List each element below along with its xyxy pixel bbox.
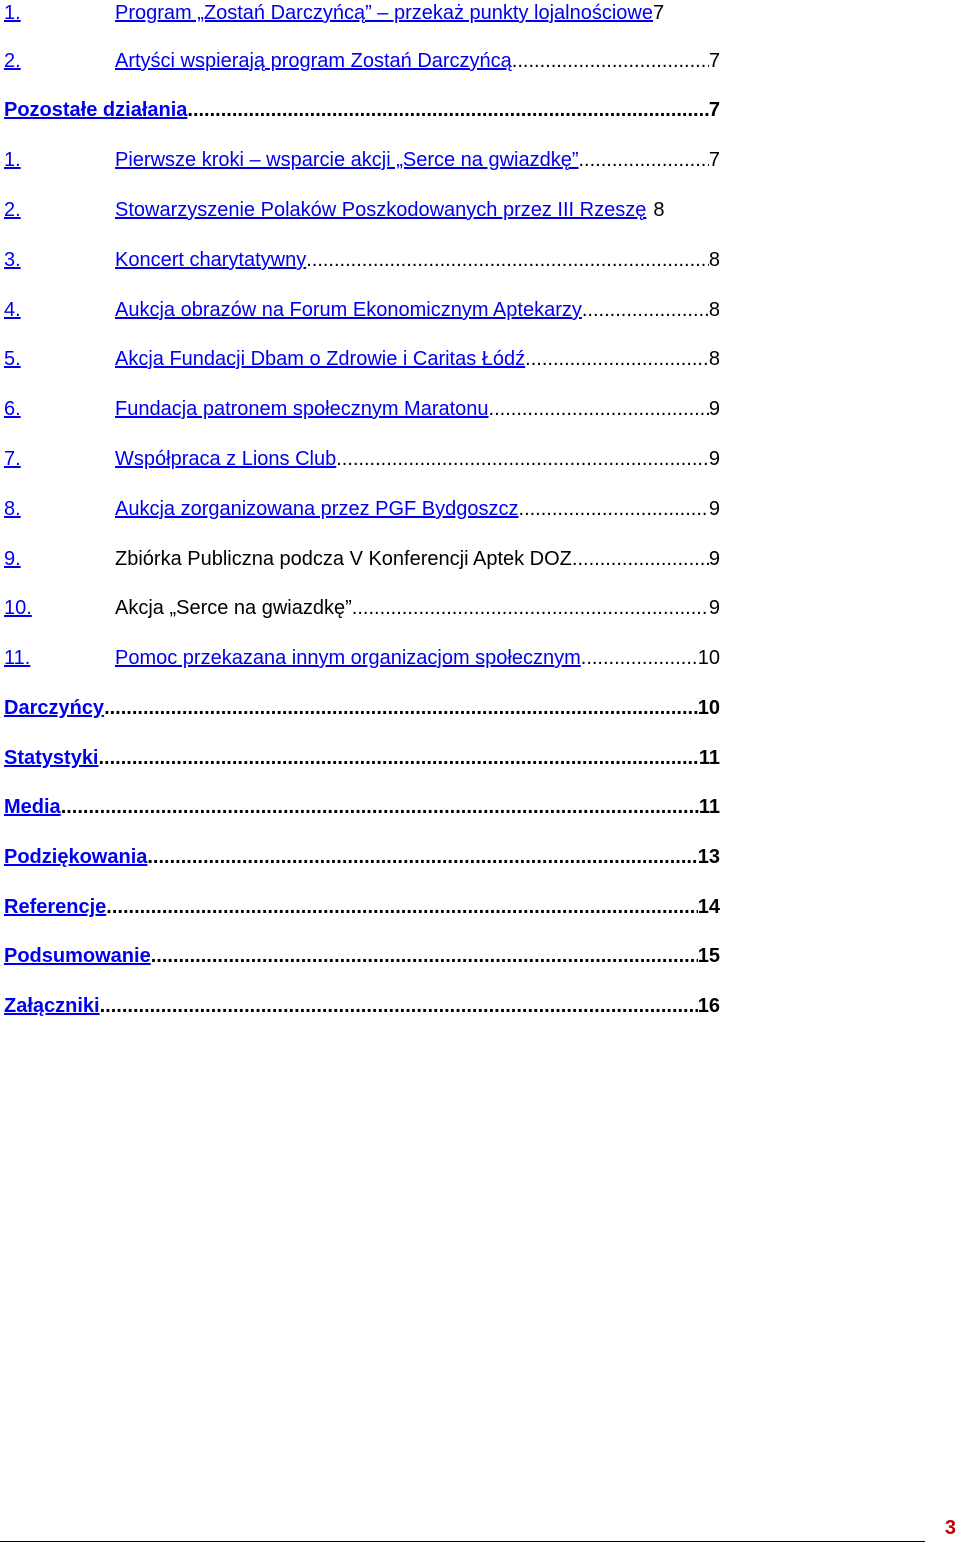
toc-leader	[581, 645, 698, 671]
toc-entry-title[interactable]: Artyści wspierają program Zostań Darczyńcą	[115, 50, 512, 72]
toc-entry[interactable]	[4, 496, 720, 522]
toc-leader	[489, 396, 709, 422]
toc-entry-page: 9	[708, 548, 720, 570]
toc-entry-title[interactable]: Akcja Fundacji Dbam o Zdrowie i Caritas Łódź	[115, 348, 526, 370]
toc-leader	[187, 97, 708, 123]
toc-section-page: 14	[697, 896, 720, 918]
toc-entry-title[interactable]: Fundacja patronem społecznym Maratonu	[115, 398, 489, 420]
toc-section[interactable]	[4, 844, 720, 870]
toc-entry-page: 9	[708, 448, 720, 470]
toc-entry-number[interactable]: 10.	[4, 597, 32, 619]
toc-leader	[519, 496, 709, 522]
toc-entry-number[interactable]: 4.	[4, 299, 21, 321]
toc-entry-title[interactable]: Stowarzyszenie Polaków Poszkodowanych przez III Rzeszę	[115, 199, 647, 221]
toc-section-page: 13	[697, 846, 720, 868]
toc-entry-page: 8	[708, 348, 720, 370]
toc-leader	[106, 894, 697, 920]
toc-section[interactable]	[4, 97, 720, 123]
toc-entry-title[interactable]: Pomoc przekazana innym organizacjom społecznym	[115, 647, 581, 669]
toc-section-page: 11	[698, 796, 720, 818]
toc-entry-page: 9	[708, 398, 720, 420]
toc-section[interactable]	[4, 794, 720, 820]
toc-leader	[579, 147, 709, 173]
toc-section-title[interactable]: Statystyki	[4, 747, 99, 769]
toc-entry-page: 8	[708, 299, 720, 321]
toc-section-page: 16	[697, 995, 720, 1017]
toc-entry-page: 7	[653, 2, 665, 24]
toc-entry-number[interactable]: 2.	[4, 199, 21, 221]
toc-section-title[interactable]: Darczyńcy	[4, 697, 105, 719]
toc-entry-title[interactable]: Akcja „Serce na gwiazdkę”	[115, 597, 352, 619]
toc-section[interactable]	[4, 943, 720, 969]
toc-entry-number[interactable]: 1.	[4, 2, 21, 24]
toc-entry[interactable]	[4, 595, 720, 621]
footer-rule	[0, 1541, 925, 1542]
toc-entry[interactable]	[4, 147, 720, 173]
toc-leader	[582, 297, 709, 323]
toc-entry[interactable]	[4, 396, 720, 422]
toc-section[interactable]	[4, 993, 720, 1019]
toc-entry-number[interactable]: 2.	[4, 50, 21, 72]
toc-entry-title[interactable]: Koncert charytatywny	[115, 249, 307, 271]
toc-leader	[104, 695, 698, 721]
toc-entry-title[interactable]: Pierwsze kroki – wsparcie akcji „Serce na gwiazdkę”	[115, 149, 579, 171]
toc-section-page: 11	[698, 747, 720, 769]
toc-entry[interactable]	[4, 0, 720, 26]
toc-leader	[525, 346, 709, 372]
toc-section-title[interactable]: Podsumowanie	[4, 945, 151, 967]
page-number: 3	[944, 1517, 956, 1539]
toc-leader	[572, 546, 709, 572]
toc-section[interactable]	[4, 745, 720, 771]
toc-entry-number[interactable]: 7.	[4, 448, 21, 470]
toc-entry-title[interactable]: Współpraca z Lions Club	[115, 448, 337, 470]
toc-section-title[interactable]: Referencje	[4, 896, 107, 918]
toc-entry-number[interactable]: 6.	[4, 398, 21, 420]
toc-entry[interactable]	[4, 247, 720, 273]
toc-entry-page: 8	[708, 249, 720, 271]
toc-leader	[100, 993, 698, 1019]
toc-leader	[306, 247, 709, 273]
toc-entry-number[interactable]: 5.	[4, 348, 21, 370]
toc-entry-number[interactable]: 9.	[4, 548, 21, 570]
toc-section[interactable]	[4, 894, 720, 920]
toc-section-title[interactable]: Podziękowania	[4, 846, 148, 868]
toc-entry-page: 10	[697, 647, 720, 669]
toc-entry-number[interactable]: 11.	[4, 647, 31, 669]
toc-entry-page: 9	[708, 498, 720, 520]
toc-entry[interactable]	[4, 446, 720, 472]
toc-leader	[512, 48, 709, 74]
toc-entry-number[interactable]: 3.	[4, 249, 21, 271]
toc-entry[interactable]	[4, 197, 720, 223]
toc-leader	[151, 943, 698, 969]
toc-leader	[352, 595, 709, 621]
toc-section-title[interactable]: Media	[4, 796, 61, 818]
toc-entry-page: 7	[708, 50, 720, 72]
toc-entry[interactable]	[4, 546, 720, 572]
toc-entry[interactable]	[4, 297, 720, 323]
toc-entry-number[interactable]: 8.	[4, 498, 21, 520]
toc-entry-title[interactable]: Zbiórka Publiczna podcza V Konferencji Aptek DOZ	[115, 548, 572, 570]
toc-entry-page: 9	[708, 597, 720, 619]
toc-entry-title[interactable]: Aukcja obrazów na Forum Ekonomicznym Aptekarzy	[115, 299, 582, 321]
toc-section-page: 7	[708, 99, 720, 121]
toc-section-page: 15	[697, 945, 720, 967]
toc-section-page: 10	[697, 697, 720, 719]
toc-section[interactable]	[4, 695, 720, 721]
toc-entry-page: 8	[653, 199, 665, 221]
toc-entry-number[interactable]: 1.	[4, 149, 21, 171]
toc-leader	[61, 794, 699, 820]
toc-leader	[147, 844, 697, 870]
toc-section-title[interactable]: Pozostałe działania	[4, 99, 188, 121]
toc-entry[interactable]	[4, 346, 720, 372]
toc-entry[interactable]	[4, 48, 720, 74]
toc-entry[interactable]	[4, 645, 720, 671]
toc-leader	[99, 745, 699, 771]
toc-leader	[336, 446, 709, 472]
toc-entry-title[interactable]: Program „Zostań Darczyńcą” – przekaż punkty lojalnościowe	[115, 2, 653, 24]
toc-entry-page: 7	[708, 149, 720, 171]
toc-section-title[interactable]: Załączniki	[4, 995, 100, 1017]
toc-entry-title[interactable]: Aukcja zorganizowana przez PGF Bydgoszcz	[115, 498, 519, 520]
